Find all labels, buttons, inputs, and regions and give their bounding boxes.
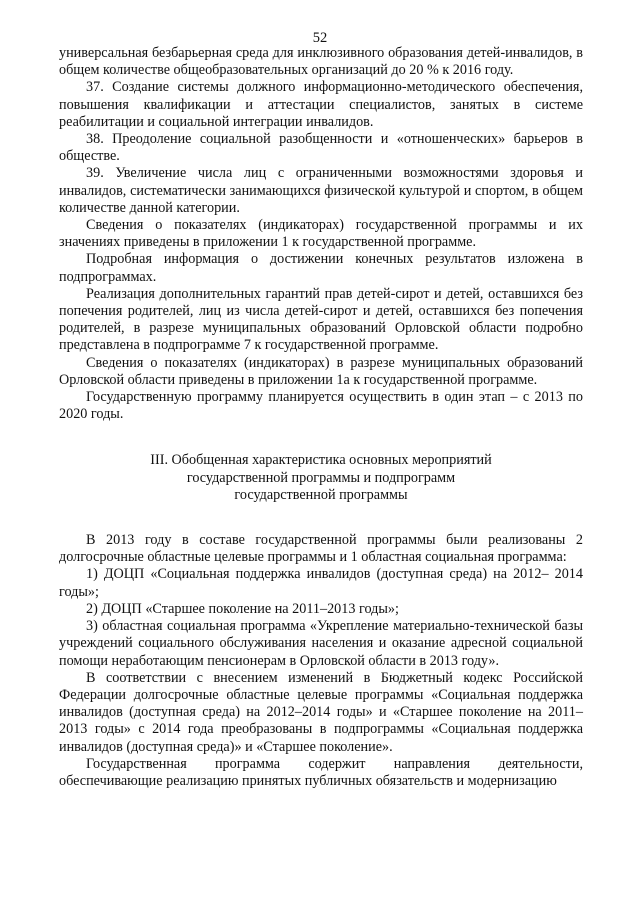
section-heading-line-3: государственной программы [234,486,408,503]
section-heading [59,452,583,504]
paragraph-2013-programs: В 2013 году в составе государственной программы были реализованы 2 долгосрочные областные целевые программы и 1 областная социальная программа: [59,532,583,566]
paragraph-municipal-indicators: Сведения о показателях (индикаторах) в разрезе муниципальных образований Орловской области приведены в приложении 1а к государственной программе. [59,354,583,388]
paragraph-budget-code-changes: В соответствии с внесением изменений в Бюджетный кодекс Российской Федерации долгосрочные областные целевые программы «Социальная поддержка инвалидов (доступная среда) на 2012–2014 годы» и «Старшее поколение на 2011–2013 годы» с 2014 года преобразованы в подпрограммы «Социальная поддержка инвалидов (доступная среда)» и «Старшее поколение». [59,669,583,755]
paragraph-results-info: Подробная информация о достижении конечных результатов изложена в подпрограммах. [59,251,583,285]
section-heading-line-1: III. Обобщенная характеристика основных мероприятий [150,452,492,469]
document-body [59,45,583,790]
paragraph-item-38: 38. Преодоление социальной разобщенности и «отношенческих» барьеров в обществе. [59,131,583,165]
paragraph-program-directions: Государственная программа содержит направления деятельности, обеспечивающие реализацию принятых публичных обязательств и модернизацию [59,755,583,789]
list-item-1: 1) ДОЦП «Социальная поддержка инвалидов (доступная среда) на 2012– 2014 годы»; [59,566,583,600]
section-heading-line-2: государственной программы и подпрограмм [186,469,456,486]
paragraph-orphans-guarantees: Реализация дополнительных гарантий прав детей-сирот и детей, оставшихся без попечения родителей, лиц из числа детей-сирот и детей, оставшихся без попечения родителей, в разрезе муниципальных образований Орловской области подробно представлена в подпрограмме 7 к государственной программе. [59,285,583,354]
paragraph-item-39: 39. Увеличение числа лиц с ограниченными возможностями здоровья и инвалидов, систематически занимающихся физической культурой и спортом, в общем количестве данной категории. [59,165,583,216]
paragraph-continuation: универсальная безбарьерная среда для инклюзивного образования детей-инвалидов, в общем количестве общеобразовательных организаций до 20 % к 2016 году. [59,45,583,79]
paragraph-indicators-info: Сведения о показателях (индикаторах) государственной программы и их значениях приведены в приложении 1 к государственной программе. [59,217,583,251]
page-number: 52 [312,30,328,46]
list-item-3: 3) областная социальная программа «Укрепление материально-технической базы учреждений социального обслуживания населения и оказание адресной социальной помощи неработающим пенсионерам в Орловской области в 2013 году». [59,618,583,669]
paragraph-item-37: 37. Создание системы должного информационно-методического обеспечения, повышения квалификации и аттестации специалистов, занятых в системе реабилитации и социальной интеграции инвалидов. [59,79,583,130]
list-item-2: 2) ДОЦП «Старшее поколение на 2011–2013 годы»; [86,600,399,617]
paragraph-program-stage: Государственную программу планируется осуществить в один этап – с 2013 по 2020 годы. [59,389,583,423]
